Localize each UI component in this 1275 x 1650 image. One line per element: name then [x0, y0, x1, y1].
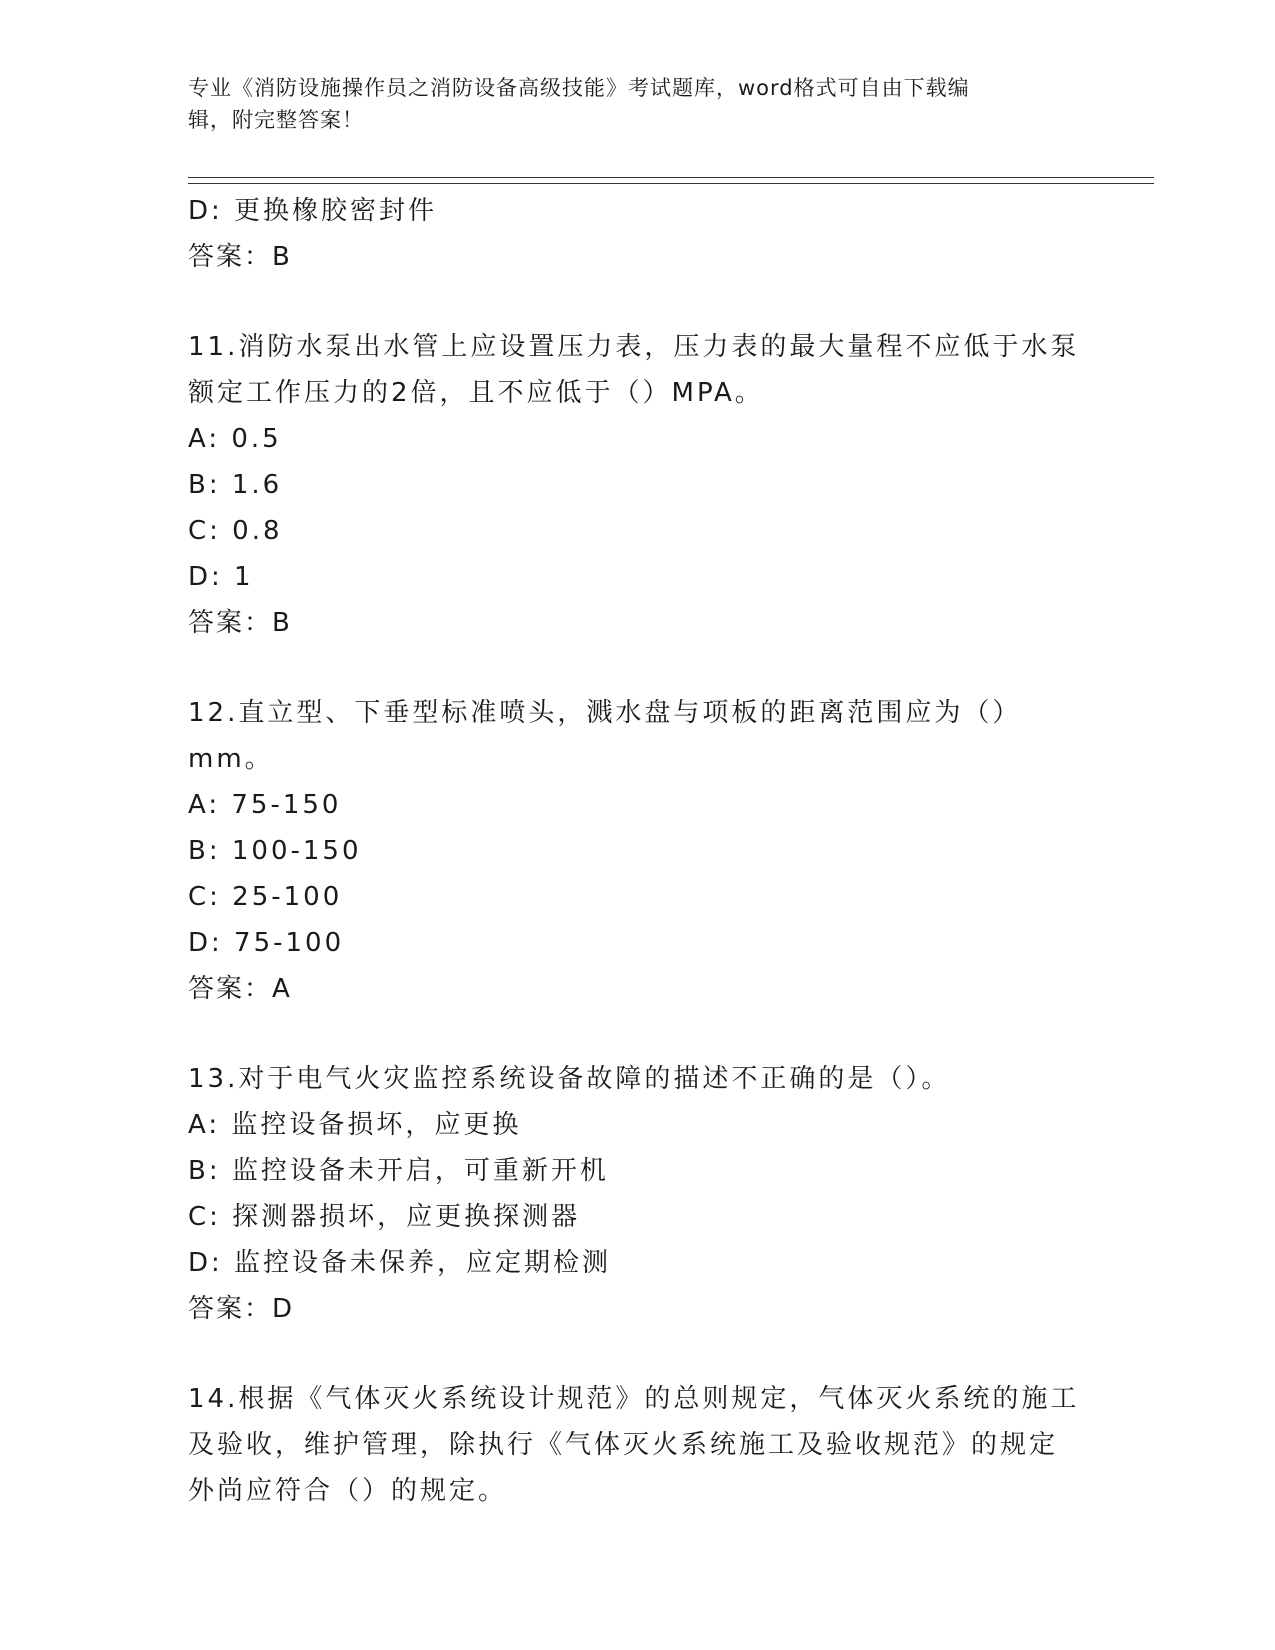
question-13 — [188, 1056, 1088, 1332]
question-text: 及验收，维护管理，除执行《气体灭火系统施工及验收规范》的规定 — [188, 1430, 1059, 1460]
question-text: 外尚应符合（）的规定。 — [188, 1476, 508, 1506]
option-a: A: 监控设备损坏，应更换 — [188, 1110, 522, 1140]
header-line-2: 辑，附完整答案！ — [188, 108, 364, 132]
question-text: 12.直立型、下垂型标准喷头，溅水盘与项板的距离范围应为（）mm。 — [188, 698, 1022, 774]
header-line-1: 专业《消防设施操作员之消防设备高级技能》考试题库，word格式可自由下载编 — [188, 76, 970, 100]
answer-line: 答案：A — [188, 974, 292, 1004]
option-d: D: 更换橡胶密封件 — [188, 196, 438, 226]
question-12 — [188, 690, 1088, 1012]
previous-question-tail — [188, 188, 1088, 280]
option-b: B: 监控设备未开启，可重新开机 — [188, 1156, 609, 1186]
document-header — [188, 72, 1068, 136]
question-11 — [188, 324, 1088, 646]
option-a: A: 0.5 — [188, 424, 282, 454]
option-d: D: 75-100 — [188, 928, 345, 958]
header-divider-bottom — [188, 183, 1154, 184]
option-d: D: 1 — [188, 562, 254, 592]
question-14 — [188, 1376, 1088, 1514]
option-b: B: 100-150 — [188, 836, 362, 866]
header-divider-top — [188, 177, 1154, 178]
option-a: A: 75-150 — [188, 790, 342, 820]
option-b: B: 1.6 — [188, 470, 283, 500]
question-text: 11.消防水泵出水管上应设置压力表，压力表的最大量程不应低于水泵 — [188, 332, 1080, 362]
question-text: 13.对于电气火灾监控系统设备故障的描述不正确的是（）。 — [188, 1064, 951, 1094]
answer-line: 答案：D — [188, 1294, 295, 1324]
question-text: 额定工作压力的2倍，且不应低于（）MPA。 — [188, 378, 764, 408]
option-c: C: 25-100 — [188, 882, 343, 912]
option-c: C: 探测器损坏，应更换探测器 — [188, 1202, 581, 1232]
answer-line: 答案：B — [188, 608, 292, 638]
answer-line: 答案：B — [188, 242, 292, 272]
option-c: C: 0.8 — [188, 516, 283, 546]
question-text: 14.根据《气体灭火系统设计规范》的总则规定，气体灭火系统的施工 — [188, 1384, 1080, 1414]
option-d: D: 监控设备未保养，应定期检测 — [188, 1248, 612, 1278]
question-list — [188, 188, 1088, 1514]
